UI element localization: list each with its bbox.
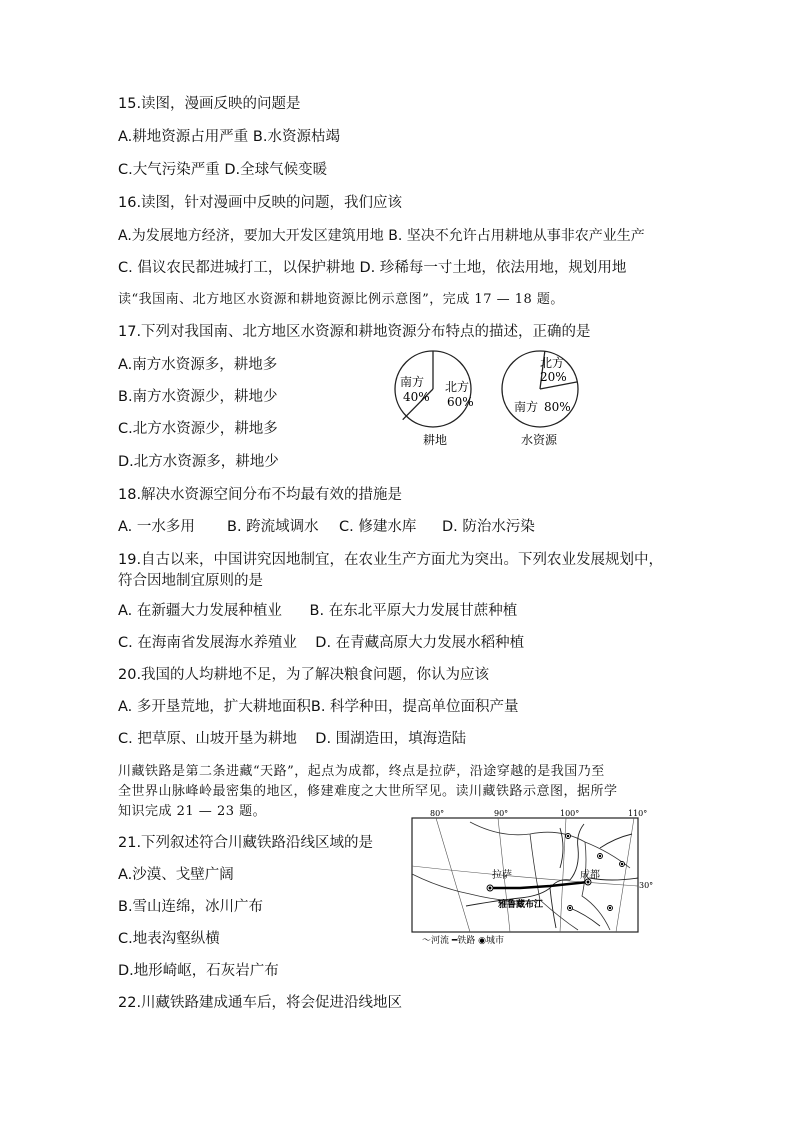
q18-option-d: D. 防治水污染	[442, 519, 535, 535]
pie-water-south-name: 南方	[514, 400, 539, 414]
q15-options-cd: C.大气污染严重 D.全球气候变暖	[118, 162, 328, 178]
q18-option-a: A. 一水多用	[118, 519, 195, 535]
q20-options-cd: C. 把草原、山坡开垦为耕地 D. 围湖造田，填海造陆	[118, 731, 467, 747]
pie-water-title: 水资源	[521, 433, 558, 447]
intro-17-18: 读“我国南、北方地区水资源和耕地资源比例示意图”，完成 17 — 18 题。	[118, 292, 564, 307]
map-river-yarlung: 雅鲁藏布江	[498, 900, 544, 910]
q17-option-c: C.北方水资源少，耕地多	[118, 421, 278, 437]
q21-option-b: B.雪山连绵，冰川广布	[118, 899, 264, 915]
map-lon-80: 80°	[430, 809, 445, 818]
q18-option-b: B. 跨流域调水	[227, 519, 319, 535]
pie-farmland-north-value: 60%	[447, 395, 474, 409]
q15-options-ab: A.耕地资源占用严重 B.水资源枯竭	[118, 129, 340, 145]
q17-option-a: A.南方水资源多，耕地多	[118, 357, 278, 373]
map-lon-110: 110°	[628, 809, 648, 818]
pie-farmland-title: 耕地	[423, 433, 448, 447]
q16-options-ab: A.为发展地方经济，要加大开发区建筑用地 B. 坚决不允许占用耕地从事非农产业生产	[118, 228, 645, 244]
q19-options-cd: C. 在海南省发展海水养殖业 D. 在青藏高原大力发展水稻种植	[118, 635, 525, 651]
map-lon-90: 90°	[494, 809, 509, 818]
pie-water-south-value: 80%	[544, 400, 571, 414]
q18-option-c: C. 修建水库	[339, 519, 417, 535]
pie-farmland-south-name: 南方	[400, 375, 425, 389]
q21-option-c: C.地表沟壑纵横	[118, 931, 220, 947]
intro-21-23-line1: 川藏铁路是第二条进藏“天路”，起点为成都，终点是拉萨，沿途穿越的是我国乃至	[118, 764, 605, 779]
map-legend: ～河流 ━铁路 ◉城市	[422, 936, 504, 946]
pie-farmland-north-name: 北方	[445, 380, 470, 394]
pie-charts	[390, 345, 590, 455]
pie-farmland-south-value: 40%	[403, 390, 430, 404]
pie-water	[502, 351, 578, 447]
q15-stem: 15.读图，漫画反映的问题是	[118, 96, 301, 112]
pie-farmland	[395, 351, 474, 447]
q16-options-cd: C. 倡议农民都进城打工，以保护耕地 D. 珍稀每一寸土地，依法用地，规划用地	[118, 260, 627, 276]
sichuan-tibet-railway-map	[410, 808, 662, 948]
q17-stem: 17.下列对我国南、北方地区水资源和耕地资源分布特点的描述，正确的是	[118, 324, 591, 340]
q17-option-d: D.北方水资源多，耕地少	[118, 454, 279, 470]
q20-stem: 20.我国的人均耕地不足，为了解决粮食问题，你认为应该	[118, 667, 490, 683]
q21-option-d: D.地形崎岖，石灰岩广布	[118, 963, 279, 979]
map-lon-100: 100°	[560, 809, 580, 818]
map-city-chengdu: 成都	[580, 870, 600, 881]
q16-stem: 16.读图，针对漫画中反映的问题，我们应该	[118, 195, 403, 211]
q22-stem: 22.川藏铁路建成通车后，将会促进沿线地区	[118, 995, 403, 1011]
map-city-lhasa: 拉萨	[492, 870, 512, 881]
pie-water-north-value: 20%	[540, 370, 567, 384]
map-frame	[412, 818, 638, 932]
q18-stem: 18.解决水资源空间分布不均最有效的措施是	[118, 487, 403, 503]
q19-options-ab: A. 在新疆大力发展种植业 B. 在东北平原大力发展甘蔗种植	[118, 603, 518, 619]
q20-options-ab: A. 多开垦荒地，扩大耕地面积B. 科学种田，提高单位面积产量	[118, 699, 519, 715]
q19-stem-line1: 19.自古以来，中国讲究因地制宜，在农业生产方面尤为突出。下列农业发展规划中，	[118, 552, 664, 568]
intro-21-23-line2: 全世界山脉峰岭最密集的地区，修建难度之大世所罕见。读川藏铁路示意图，据所学	[118, 784, 618, 799]
intro-21-23-line3: 知识完成 21 — 23 题。	[118, 804, 267, 819]
q21-stem: 21.下列叙述符合川藏铁路沿线区域的是	[118, 835, 374, 851]
pie-water-north-name: 北方	[540, 356, 565, 370]
q19-stem-line2: 符合因地制宜原则的是	[118, 573, 263, 589]
q17-option-b: B.南方水资源少，耕地少	[118, 389, 278, 405]
q21-option-a: A.沙漠、戈壁广阔	[118, 867, 234, 883]
map-lat-30: 30°	[639, 881, 654, 890]
